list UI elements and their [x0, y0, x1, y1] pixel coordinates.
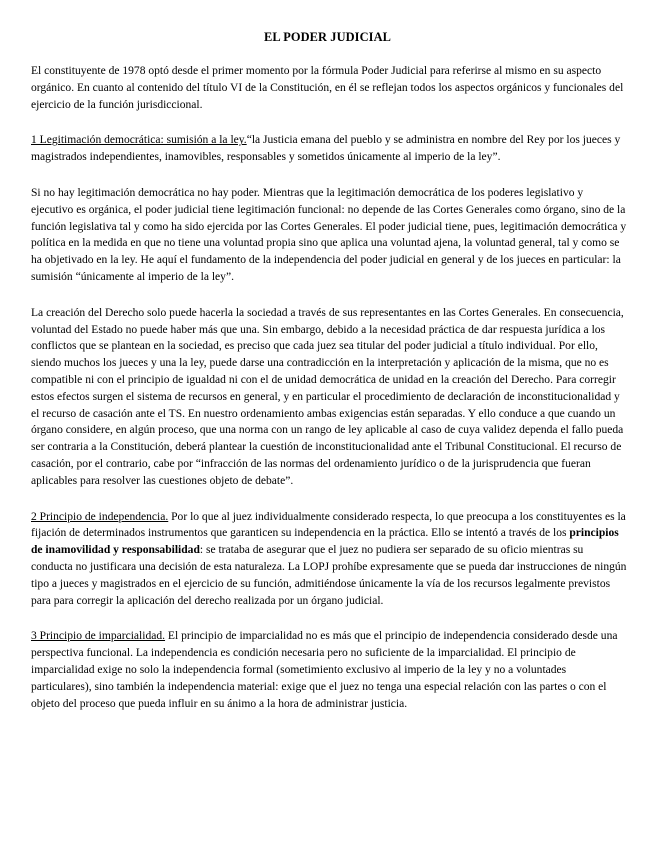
intro-paragraph: El constituyente de 1978 optó desde el primer momento por la fórmula Poder Judicial para referirse al mismo en su aspecto orgánico. En cuanto al contenido del título VI de la Constitución, en él se reflejan todos los aspectos orgánicos y funcionales del ejercicio de la función jurisdiccional. — [31, 65, 624, 111]
impartiality-text: El principio de imparcialidad no es más que el principio de independencia considerado desde una perspectiva funcional. La independencia es condición necesaria pero no suficiente de la imparcialidad. El principio de imparcialidad exige no solo la independencia formal (sometimiento exclusivo al imperio de la ley y no a voluntades particulares), sino también la independencia material: exige que el juez no tenga una especial relación con las partes o con el objeto del proceso que pueda influir en su ánimo a la hora de administrar justicia. — [31, 630, 618, 710]
document-body — [31, 63, 627, 731]
impartiality-paragraph — [31, 628, 627, 712]
impartiality-heading: 3 Principio de imparcialidad. — [31, 630, 166, 643]
legitimacy-paragraph — [31, 132, 627, 166]
independence-paragraph — [31, 509, 627, 610]
legitimacy-paragraph-3: La creación del Derecho solo puede hacerla la sociedad a través de sus representantes en las Cortes Generales. En consecuencia, voluntad del Estado no puede haber más que una. Sin embargo, debido a la necesidad práctica de dar respuesta jurídica a los conflictos que se plantean en la sociedad, es preciso que cada juez sea titular del poder judicial a título individual. Por ello, siendo muchos los jueces y una la ley, puede darse una contradicción en la interpretación y aplicación de la misma, que no es compatible ni con el principio de igualdad ni con el de unidad democrática de unidad en la creación del Derecho. Para corregir estos efectos surgen el sistema de recursos en general, y en particular el procedimiento de declaración de inconstitucionalidad y el recurso de casación ante el TS. En nuestro ordenamiento ambas exigencias están separadas. Y ello conduce a que cuando un órgano considere, en algún proceso, que una norma con un rango de ley aplicable al caso de cuya validez dependa el fallo pueda ser contraria a la Constitución, deberá plantear la cuestión de inconstitucionalidad ante el Tribunal Constitucional. El recurso de casación, por el contrario, cabe por “infracción de las normas del ordenamiento jurídico o de la jurisprudencia que fueran aplicables para resolver las cuestiones objeto de debate”. — [31, 306, 624, 487]
legitimacy-paragraph-2: Si no hay legitimación democrática no hay poder. Mientras que la legitimación democrática de los poderes legislativo y ejecutivo es orgánica, el poder judicial tiene legitimación funcional: no depende de las Cortes Generales como órgano, sino de la función legislativa tal y como ha sido ejercida por las Cortes Generales. El poder judicial tiene, pues, legitimación democrática y política en la medida en que no tiene una voluntad propia sino que aplica una voluntad ajena, la voluntad general, tal y como se ha objetivado en la ley. He aquí el fundamento de la independencia del poder judicial en general y de los jueces en particular: la sumisión “únicamente al imperio de la ley”. — [31, 186, 627, 283]
independence-heading: 2 Principio de independencia. — [31, 510, 169, 523]
independence-bold-text: principios de inamovilidad y responsabilidad — [31, 527, 619, 557]
legitimacy-quote: “la Justicia emana del pueblo y se administra en nombre del Rey por los jueces y magistrados independientes, inamovibles, responsables y sometidos únicamente al imperio de la ley”. — [31, 134, 621, 164]
legitimacy-heading: 1 Legitimación democrática: sumisión a la ley. — [31, 134, 247, 147]
independence-text-1: Por lo que al juez individualmente considerado respecta, lo que preocupa a los constituyentes es la fijación de determinados instrumentos que garanticen su independencia en la práctica. Ello se intentó a través de los — [31, 510, 626, 540]
page-title: EL PODER JUDICIAL — [263, 30, 391, 44]
independence-text-2: : se trataba de asegurar que el juez no pudiera ser separado de su oficio mientras su conducta no justificara una decisión de esta naturaleza. La LOPJ prohíbe expresamente que se pueda dar instrucciones de ningún tipo a jueces y magistrados en el ejercicio de su función, admitiéndose únicamente la vía de los recursos legalmente previstos para para corregir la aplicación del derecho realizada por un órgano judicial. — [31, 544, 627, 607]
